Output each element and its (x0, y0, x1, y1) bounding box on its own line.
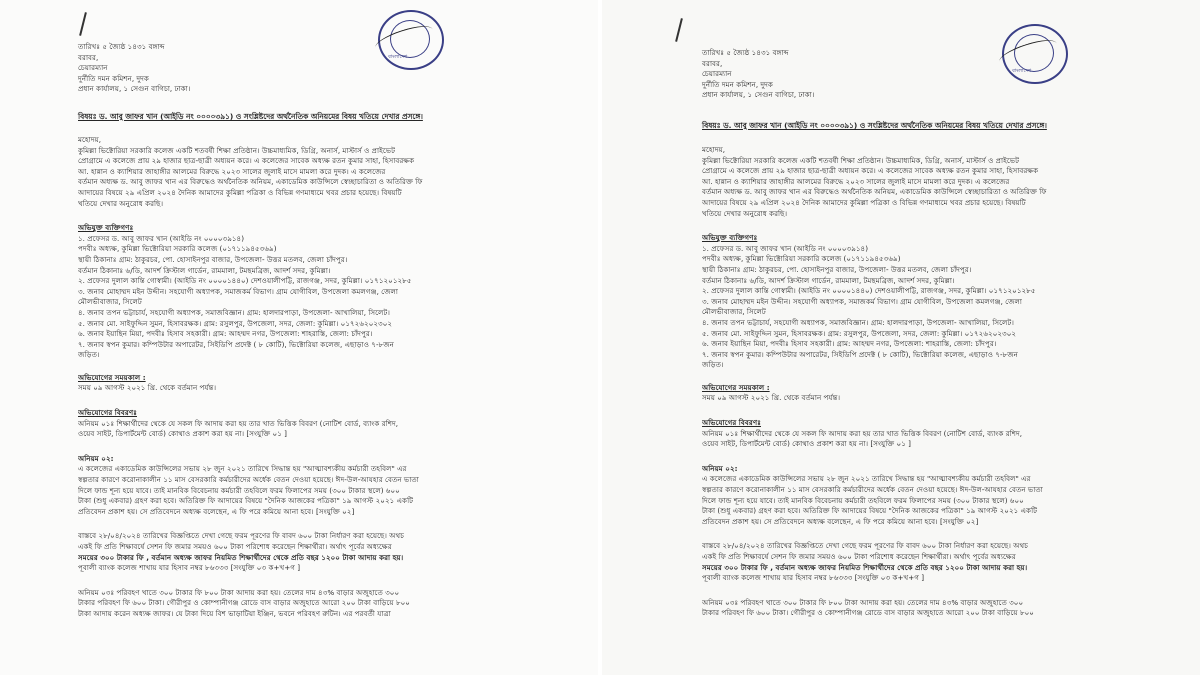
period-text: সময় ০৯ আগস্ট ২০২১ খ্রি. থেকে বর্তমান পর্যন্ত। (702, 393, 841, 403)
address-line: প্রধান কার্যালয়, ১ সেগুন বাগিচা, ঢাকা। (702, 90, 815, 99)
period-title: অভিযোগের সময়কাল : (78, 372, 146, 382)
page-right (602, 0, 1200, 675)
irregularity-1: অনিয়ম ০১ঃ শিক্ষার্থীদের থেকে যে সকল ফি আদায় করা হয় তার খাত ভিত্তিক বিবরণ (নোটিশ বোর্ড, ব্যাংক রশিদ, ওয়েব সাইট, ডিপার্টমেন্ট বোর্ড) কোথাও প্রকাশ করা হয় না। [সংযুক্তি ০১ ] (702, 428, 1023, 449)
official-seal-stamp: বাংলাদেশ (378, 10, 444, 70)
subject-line: বিষয়ঃ ড. আবু জাফর খান (আইডি নং ০০০০৩৯১) ও সংশ্লিষ্টদের অর্থনৈতিক অনিয়মের বিষয় খতিয়ে দেখার প্রসঙ্গে। (702, 121, 1047, 130)
accused-list: ১. প্রফেসর ড. আবু জাফর খান (আইডি নং ০০০০৩৯১৪) পদবীঃ অধ্যক্ষ, কুমিল্লা ভিক্টোরিয়া সরকারি কলেজ (০১৭১১৯৪৫৩৬৯) স্থায়ী ঠিকানাঃ গ্রাম: ঠাকুরচর, পো. হোসাইনপুর বাজার, উপজেলা- উত্তর মতলব, জেলা চাঁদপুর। বর্তমান ঠিকানাঃ ৬/ডি, আদর্শ ক্রিস্টাল গার্ডেন, রামমালা, টমছমব্রিজ, আদর্শ সদর, কুমিল্লা। ২. প্রফেসর দুলাল কান্তি গোস্বামী। (আইডি নং ০০০০১৪৪০) দেশওয়ালীপট্টি, রাজগঞ্জ, সদর, কুমিল্লা। ০১৭১২০১২৮৫ ৩. জনাব মোহাম্মদ মইন উদ্দীন। সহযোগী অধ্যাপক, সমাজকর্ম বিভাগ। গ্রাম যোগীবিল, উপজেলা কমলগঞ্জ, জেলা মৌলভীবাজার, সিলেট ৪. জনাব তপন ভট্টাচার্য, সহযোগী অধ্যাপক, সমাজবিজ্ঞান। গ্রাম: হালদারপাড়া, উপজেলা- আখালিয়া, সিলেট। ৫. জনাব মো. সাইফুদ্দিন সুমন, হিসাবরক্ষক। গ্রাম: রসুলপুর, উপজেলা, সদর, জেলা: কুমিল্লা। ০১৭২৬২০২৩০২ ৬. জনাব ইয়াছিন মিয়া, পদবীঃ হিসাব সহকারী। গ্রাম: আহম্মদ নগর, উপজেলা: শাহরাস্তি, জেলা: চাঁদপুর। ৭. জনাব স্বপন কুমার। কম্পিউটার অপারেটর, সিইডিপি প্রদেক্ট ( ৮ কোটি), ভিক্টোরিয়া কলেজ, এছাড়াও ৭-৮জন জড়িত। (78, 233, 412, 360)
salutation: মহোদয়, (78, 135, 102, 144)
letter-header (702, 48, 942, 101)
address-line: প্রধান কার্যালয়, ১ সেগুন বাগিচা, ঢাকা। (78, 84, 191, 93)
to-line: বরাবর, (78, 52, 99, 62)
office-line: দুর্নীতি দমন কমিশন, দুদক (702, 79, 773, 89)
recipient-line: চেয়ারম্যান (702, 69, 732, 78)
office-line: দুর্নীতি দমন কমিশন, দুদক (78, 73, 149, 83)
details-title: অভিযোগের বিবরণঃ (78, 408, 137, 418)
letter-body (78, 135, 482, 620)
to-line: বরাবর, (702, 58, 723, 68)
accused-title: অভিযুক্ত ব্যক্তিগণঃ (702, 233, 758, 243)
salutation: মহোদয়, (702, 145, 726, 154)
date-line: তারিখঃ ৫ জ্যৈষ্ঠ ১৪৩১ বঙ্গাব্দ (78, 42, 165, 51)
page-left (0, 0, 598, 675)
intro-paragraph: কুমিল্লা ভিক্টোরিয়া সরকারি কলেজ একটি শতবর্ষী শিক্ষা প্রতিষ্ঠান। উচ্চমাধ্যমিক, ডিগ্রি, অনার্স, মাস্টার্স ও প্রাইভেট প্রোগ্রামে এ কলেজে প্রায় ২৯ হাজার ছাত্র-ছাত্রী অধ্যয়ন করে। এ কলেজের সাবেক অধ্যক্ষ রতন কুমার সাহা, হিসাবরক্ষক আ. হান্নান ও ক্যাশিয়ার জাহাঙ্গীর আলমের বিরুদ্ধে ২০২৩ সালের জুলাই মাসে মামলা করে দুদক। এ কলেজের বর্তমান অধ্যক্ষ ড. আবু জাফর খান এর বিরুদ্ধেও অর্থনৈতিক অনিয়ম, একাডেমিক কাউন্সিলে স্বেচ্ছাচারিতা ও অতিরিক্ত ফি আদায়ের বিষয়ে ২৯ এপ্রিল ২০২৪ দৈনিক আমাদের কুমিল্লা পত্রিকা ও বিভিন্ন গণমাধ্যমে খবর প্রচার হয়েছে। বিষয়টি খতিয়ে দেখার অনুরোধ করছি। (702, 155, 1047, 218)
letter-header (78, 42, 318, 95)
irregularity-3: অনিয়ম ০৩ঃ পরিবহণ খাতে ৩০০ টাকার ফি ৮০০ টাকা আদায় করা হয়। তেলের দাম ৪৩% বাড়ার অজুহাতে ৩০০ টাকার পরিবহণ ফি ৬০০ টাকা। গৌরীপুর ও কোম্পানীগঞ্জ রোডে বাস বাড়ার অজুহাতে আরো ২০০ টাকা বাড়িয়ে ৮০০ (702, 597, 1034, 618)
irregularity-2-title: অনিয়ম ০২: (78, 453, 114, 463)
irregularity-1: অনিয়ম ০১ঃ শিক্ষার্থীদের থেকে যে সকল ফি আদায় করা হয় তার খাত ভিত্তিক বিবরণ (নোটিশ বোর্ড, ব্যাংক রশিদ, ওয়েব সাইট, ডিপার্টমেন্ট বোর্ড) কোথাও প্রকাশ করা হয় না। [সংযুক্তি ০১ ] (78, 418, 399, 439)
irregularity-2: এ কলেজের একাডেমিক কাউন্সিলের সভায় ২৮ জুন ২০২১ তারিখে সিদ্ধান্ত হয় "আত্মাবশ্যকীয় কর্মচারী তহবিল" এর স্বল্পতার কারণে করোনাকালীন ১১ মাস বেসরকারি কর্মচারীদের অর্ধেক বেতন দেওয়া হয়েছে। ঈদ-উল-আযহার বেতন ভাতা দিলে ফান্ড শূন্য হয়ে যাবে। তাই মানবিক বিবেচনায় কর্মচারী তহবিলে ফরম ফিলাপের সময় (৩০০ টাকার স্থলে) ৬০০ টাকা (শুধু একবার) গ্রহণ করা হবে। অতিরিক্ত ফি আদায়ের বিষয়ে "দৈনিক আজকের পত্রিকা" ১৯ আগস্ট ২০২১ একটি প্রতিবেদন প্রকাশ হয়। সে প্রতিবেদনে অধ্যক্ষ বলেছেন, এ ফি পরে কমিয়ে আনা হবে। [সংযুক্তি ০২] (702, 474, 1043, 526)
irregularity-2b: বাস্তবে ২৮/০৪/২০২৪ তারিখের বিজ্ঞপ্তিতে দেখা গেছে ফরম পূরণের ফি বাবদ ৬০০ টাকা নির্ধারণ করা হয়েছে। অথচ একই ফি প্রতি শিক্ষাবর্ষে সেশন ফি জমার সময়ও ৬০০ টাকা পরিশোধ করেছেন শিক্ষার্থীরা। অর্থাৎ পূর্বের অধ্যক্ষের সময়ের ৩০০ টাকার ফি , বর্তমান অধ্যক্ষ জাফর নিয়মিত শিক্ষার্থীদের থেকে প্রতি বছর ১২০০ টাকা আদায় করা হয়। পূবালী ব্যাংক কলেজ শাখায় যার হিসাব নম্বর ৮৬৩৩৩ [সংযুক্তি ০৩ ক+খ+গ ] (78, 531, 405, 573)
pen-mark (79, 12, 87, 36)
accused-list: ১. প্রফেসর ড. আবু জাফর খান (আইডি নং ০০০০৩৯১৪) পদবীঃ অধ্যক্ষ, কুমিল্লা ভিক্টোরিয়া সরকারি কলেজ (০১৭১১৯৪৫৩৬৯) স্থায়ী ঠিকানাঃ গ্রাম: ঠাকুরচর, পো. হোসাইনপুর বাজার, উপজেলা- উত্তর মতলব, জেলা চাঁদপুর। বর্তমান ঠিকানাঃ ৬/ডি, আদর্শ ক্রিস্টাল গার্ডেন, রামমালা, টমছমব্রিজ, আদর্শ সদর, কুমিল্লা। ২. প্রফেসর দুলাল কান্তি গোস্বামী। (আইডি নং ০০০০১৪৪০) দেশওয়ালীপট্টি, রাজগঞ্জ, সদর, কুমিল্লা। ০১৭১২০১২৮৫ ৩. জনাব মোহাম্মদ মইন উদ্দীন। সহযোগী অধ্যাপক, সমাজকর্ম বিভাগ। গ্রাম যোগীবিল, উপজেলা কমলগঞ্জ, জেলা মৌলভীবাজার, সিলেট ৪. জনাব তপন ভট্টাচার্য, সহযোগী অধ্যাপক, সমাজবিজ্ঞান। গ্রাম: হালদারপাড়া, উপজেলা- আখালিয়া, সিলেট। ৫. জনাব মো. সাইফুদ্দিন সুমন, হিসাবরক্ষক। গ্রাম: রসুলপুর, উপজেলা, সদর, জেলা: কুমিল্লা। ০১৭২৬২০২৩০২ ৬. জনাব ইয়াছিন মিয়া, পদবীঃ হিসাব সহকারী। গ্রাম: আহম্মদ নগর, উপজেলা: শাহরাস্তি, জেলা: চাঁদপুর। ৭. জনাব স্বপন কুমার। কম্পিউটার অপারেটর, সিইডিপি প্রদেক্ট ( ৮ কোটি), ভিক্টোরিয়া কলেজ, এছাড়াও ৭-৮জন জড়িত। (702, 243, 1036, 370)
letter-body (702, 145, 1106, 619)
irregularity-3: অনিয়ম ০৩ঃ পরিবহণ খাতে ৩০০ টাকার ফি ৮০০ টাকা আদায় করা হয়। তেলের দাম ৪৩% বাড়ার অজুহাতে ৩০০ টাকার পরিবহণ ফি ৬০০ টাকা। গৌরীপুর ও কোম্পানীগঞ্জ রোডে বাস বাড়ার অজুহাতে আরো ২০০ টাকা বাড়িয়ে ৮০০ টাকা আদায় করেন অধ্যক্ষ জাফর। যে টাকা দিয়ে বিশ ভাড়াটিয়া ইঞ্জিন, ভবনে পরিবহণ রুটিন। এর পরবর্তী যাত্রা (78, 587, 410, 618)
details-title: অভিযোগের বিবরণঃ (702, 418, 761, 428)
period-title: অভিযোগের সময়কাল : (702, 382, 770, 392)
irregularity-2-title: অনিয়ম ০২: (702, 463, 738, 473)
official-seal-stamp: বাংলাদেশ (1002, 24, 1068, 84)
accused-title: অভিযুক্ত ব্যক্তিগণঃ (78, 223, 134, 233)
date-line: তারিখঃ ৫ জ্যৈষ্ঠ ১৪৩১ বঙ্গাব্দ (702, 48, 789, 57)
irregularity-2b: বাস্তবে ২৮/০৪/২০২৪ তারিখের বিজ্ঞপ্তিতে দেখা গেছে ফরম পূরণের ফি বাবদ ৬০০ টাকা নির্ধারণ করা হয়েছে। অথচ একই ফি প্রতি শিক্ষাবর্ষে সেশন ফি জমার সময়ও ৬০০ টাকা পরিশোধ করেছেন শিক্ষার্থীরা। অর্থাৎ পূর্বের অধ্যক্ষের সময়ের ৩০০ টাকার ফি , বর্তমান অধ্যক্ষ জাফর নিয়মিত শিক্ষার্থীদের থেকে প্রতি বছর ১২০০ টাকা আদায় করা হয়। পূবালী ব্যাংক কলেজ শাখায় যার হিসাব নম্বর ৮৬৩৩৩ [সংযুক্তি ০৩ ক+খ+গ ] (702, 541, 1029, 583)
subject-line: বিষয়ঃ ড. আবু জাফর খান (আইডি নং ০০০০৩৯১) ও সংশ্লিষ্টদের অর্থনৈতিক অনিয়মের বিষয় খতিয়ে দেখার প্রসঙ্গে। (78, 112, 423, 121)
irregularity-2: এ কলেজের একাডেমিক কাউন্সিলের সভায় ২৮ জুন ২০২১ তারিখে সিদ্ধান্ত হয় "আত্মাবশ্যকীয় কর্মচারী তহবিল" এর স্বল্পতার কারণে করোনাকালীন ১১ মাস বেসরকারি কর্মচারীদের অর্ধেক বেতন দেওয়া হয়েছে। ঈদ-উল-আযহার বেতন ভাতা দিলে ফান্ড শূন্য হয়ে যাবে। তাই মানবিক বিবেচনায় কর্মচারী তহবিলে ফরম ফিলাপের সময় (৩০০ টাকার স্থলে) ৬০০ টাকা (শুধু একবার) গ্রহণ করা হবে। অতিরিক্ত ফি আদায়ের বিষয়ে "দৈনিক আজকের পত্রিকা" ১৯ আগস্ট ২০২১ একটি প্রতিবেদন প্রকাশ হয়। সে প্রতিবেদনে অধ্যক্ষ বলেছেন, এ ফি পরে কমিয়ে আনা হবে। [সংযুক্তি ০২] (78, 464, 419, 516)
period-text: সময় ০৯ আগস্ট ২০২১ খ্রি. থেকে বর্তমান পর্যন্ত। (78, 383, 217, 393)
pen-mark (675, 18, 683, 42)
intro-paragraph: কুমিল্লা ভিক্টোরিয়া সরকারি কলেজ একটি শতবর্ষী শিক্ষা প্রতিষ্ঠান। উচ্চমাধ্যমিক, ডিগ্রি, অনার্স, মাস্টার্স ও প্রাইভেট প্রোগ্রামে এ কলেজে প্রায় ২৯ হাজার ছাত্র-ছাত্রী অধ্যয়ন করে। এ কলেজের সাবেক অধ্যক্ষ রতন কুমার সাহা, হিসাবরক্ষক আ. হান্নান ও ক্যাশিয়ার জাহাঙ্গীর আলমের বিরুদ্ধে ২০২৩ সালের জুলাই মাসে মামলা করে দুদক। এ কলেজের বর্তমান অধ্যক্ষ ড. আবু জাফর খান এর বিরুদ্ধেও অর্থনৈতিক অনিয়ম, একাডেমিক কাউন্সিলে স্বেচ্ছাচারিতা ও অতিরিক্ত ফি আদায়ের বিষয়ে ২৯ এপ্রিল ২০২৪ দৈনিক আমাদের কুমিল্লা পত্রিকা ও বিভিন্ন গণমাধ্যমে খবর প্রচার হয়েছে। বিষয়টি খতিয়ে দেখার অনুরোধ করছি। (78, 145, 423, 208)
recipient-line: চেয়ারম্যান (78, 63, 108, 72)
